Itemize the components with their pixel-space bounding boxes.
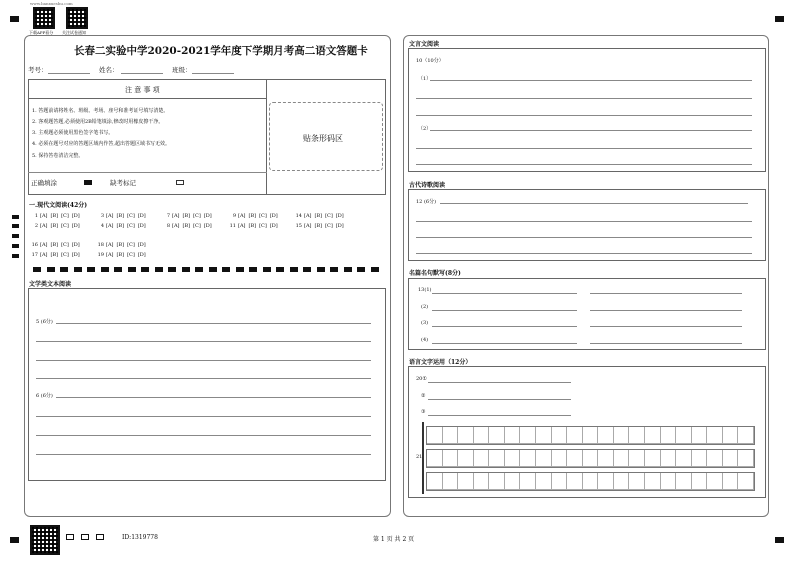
writing-grid-cell[interactable] <box>692 473 708 490</box>
class-label: 班级： <box>172 66 192 74</box>
mc-option-bubble[interactable]: [A] <box>40 242 48 248</box>
mc-option-bubble[interactable]: [B] <box>116 242 125 248</box>
mc-section-title: 一.现代文阅读(42分) <box>29 202 88 209</box>
mc-option-bubble[interactable]: [C] <box>61 223 69 229</box>
mc-option-bubble[interactable]: [C] <box>259 223 267 229</box>
writing-grid-cell[interactable] <box>443 473 459 490</box>
writing-grid-cell[interactable] <box>552 473 568 490</box>
question-13-4-label: (4) <box>421 337 429 343</box>
literary-section-title: 文学类文本阅读 <box>29 281 72 288</box>
literary-answer-box <box>28 288 386 481</box>
writing-grid-cell[interactable] <box>427 427 443 444</box>
writing-grid-cell[interactable] <box>520 427 536 444</box>
mc-question-number: 16 <box>31 242 38 248</box>
qr-caption-app: 下载APP看分 <box>29 30 54 35</box>
mc-option-bubble[interactable]: [A] <box>304 223 312 229</box>
mc-question-11 <box>224 223 281 229</box>
mc-option-bubble[interactable]: [C] <box>127 252 135 258</box>
question-12-label: 12 (6分) <box>416 199 437 205</box>
timing-mark <box>371 267 379 272</box>
qr-code-app <box>33 7 55 29</box>
writing-grid-cell[interactable] <box>583 473 599 490</box>
writing-grid-cell[interactable] <box>474 473 490 490</box>
mc-option-bubble[interactable]: [C] <box>61 242 69 248</box>
timing-mark <box>114 267 122 272</box>
mc-option-bubble[interactable]: [B] <box>116 223 125 229</box>
mc-question-number: 19 <box>97 252 104 258</box>
writing-grid-cell[interactable] <box>738 473 754 490</box>
mc-option-bubble[interactable]: [C] <box>325 213 333 219</box>
writing-grid-cell[interactable] <box>723 427 739 444</box>
question-5-label: 5 (6分) <box>36 319 53 325</box>
writing-grid-cell[interactable] <box>661 450 677 467</box>
answer-line[interactable] <box>430 130 752 131</box>
mc-option-bubble[interactable]: [D] <box>203 223 212 229</box>
mc-question-19 <box>92 252 149 258</box>
timing-mark <box>263 267 271 272</box>
timing-mark <box>74 267 82 272</box>
question-10-label: 10（10分） <box>416 58 444 64</box>
registration-mark-tr <box>775 16 784 22</box>
writing-grid-cell[interactable] <box>427 450 443 467</box>
answer-line[interactable] <box>432 310 577 311</box>
writing-grid-cell[interactable] <box>645 427 661 444</box>
timing-mark <box>60 267 68 272</box>
answer-line[interactable] <box>56 323 371 324</box>
mc-option-bubble[interactable]: [D] <box>71 252 80 258</box>
answer-line[interactable] <box>56 397 371 398</box>
footer-box-icon <box>96 534 104 540</box>
mc-option-bubble[interactable]: [C] <box>193 213 201 219</box>
timing-mark <box>222 267 230 272</box>
answer-line[interactable] <box>432 343 577 344</box>
language-section-title: 语言文字运用（12分） <box>409 359 472 366</box>
answer-line[interactable] <box>416 164 752 165</box>
side-mark <box>12 254 19 258</box>
mc-option-bubble[interactable]: [A] <box>106 242 114 248</box>
writing-grid-cell[interactable] <box>489 450 505 467</box>
mc-option-bubble[interactable]: [C] <box>127 242 135 248</box>
question-20-3-label: ③ <box>421 409 426 415</box>
mc-option-bubble[interactable]: [C] <box>61 252 69 258</box>
writing-grid-cell[interactable] <box>614 450 630 467</box>
answer-line[interactable] <box>428 415 571 416</box>
mc-option-bubble[interactable]: [D] <box>269 213 278 219</box>
mc-question-number: 4 <box>100 223 104 229</box>
writing-grid-cell[interactable] <box>520 450 536 467</box>
mc-option-bubble[interactable]: [C] <box>127 223 135 229</box>
mc-option-bubble[interactable]: [B] <box>182 213 191 219</box>
writing-grid-cell[interactable] <box>443 450 459 467</box>
answer-line[interactable] <box>590 293 742 294</box>
mc-option-bubble[interactable]: [D] <box>203 213 212 219</box>
answer-line[interactable] <box>416 115 752 116</box>
mc-option-bubble[interactable]: [D] <box>71 213 80 219</box>
mc-option-bubble[interactable]: [A] <box>304 213 312 219</box>
mc-question-18 <box>92 242 149 248</box>
writing-grid-cell[interactable] <box>505 473 521 490</box>
mc-question-number: 8 <box>166 223 170 229</box>
mc-question-number: 15 <box>295 223 302 229</box>
writing-grid-cell[interactable] <box>458 450 474 467</box>
watermark-site: www.banxueshu.com <box>30 1 73 6</box>
timing-mark <box>128 267 136 272</box>
fill-label: 正确填涂 <box>31 179 57 187</box>
mc-question-number: 7 <box>166 213 170 219</box>
writing-grid-cell[interactable] <box>567 427 583 444</box>
answer-line[interactable] <box>428 382 571 383</box>
mc-option-bubble[interactable]: [C] <box>61 213 69 219</box>
writing-grid-cell[interactable] <box>645 473 661 490</box>
poetry-answer-box <box>408 189 766 261</box>
writing-grid-cell[interactable] <box>614 473 630 490</box>
name-field[interactable] <box>121 73 163 74</box>
mc-option-bubble[interactable]: [D] <box>71 242 80 248</box>
side-mark <box>12 244 19 248</box>
writing-grid-cell[interactable] <box>723 450 739 467</box>
mc-option-bubble[interactable]: [A] <box>40 252 48 258</box>
mc-option-bubble[interactable]: [B] <box>248 213 257 219</box>
mc-option-bubble[interactable]: [C] <box>259 213 267 219</box>
name-label: 姓名： <box>99 66 119 74</box>
mc-option-bubble[interactable]: [A] <box>238 213 246 219</box>
writing-grid-cell[interactable] <box>692 450 708 467</box>
writing-grid-cell[interactable] <box>458 427 474 444</box>
mc-option-bubble[interactable]: [D] <box>335 213 344 219</box>
question-10-part-2: （2） <box>418 126 432 132</box>
paper-id: ID:1319778 <box>122 534 158 541</box>
answer-line[interactable] <box>416 98 752 99</box>
mc-question-number: 3 <box>100 213 104 219</box>
mc-option-bubble[interactable]: [B] <box>314 223 323 229</box>
question-13-3-label: (3) <box>421 320 429 326</box>
answer-line[interactable] <box>416 237 752 238</box>
answer-line[interactable] <box>36 360 371 361</box>
writing-grid-cell[interactable] <box>520 473 536 490</box>
timing-mark <box>249 267 257 272</box>
mc-question-number: 2 <box>34 223 38 229</box>
mc-question-15 <box>290 223 347 229</box>
writing-grid-cell[interactable] <box>583 427 599 444</box>
question-13-1-label: 13(1) <box>418 287 432 293</box>
notice-item: 1. 答题前请将姓名、班级、考场、座号和准考证号填写清楚。 <box>32 108 169 114</box>
writing-grid-cell[interactable] <box>676 450 692 467</box>
mc-question-number: 11 <box>229 223 236 229</box>
writing-grid-cell[interactable] <box>629 473 645 490</box>
answer-line[interactable] <box>432 326 577 327</box>
timing-mark <box>33 267 41 272</box>
question-21-label: 21 <box>416 454 423 460</box>
writing-grid-cell[interactable] <box>567 450 583 467</box>
writing-grid-cell[interactable] <box>707 427 723 444</box>
answer-line[interactable] <box>432 293 577 294</box>
answer-line[interactable] <box>36 378 371 379</box>
registration-mark-br <box>775 537 784 543</box>
writing-grid-cell[interactable] <box>676 473 692 490</box>
answer-line[interactable] <box>416 221 752 222</box>
writing-grid-cell[interactable] <box>598 427 614 444</box>
writing-grid-cell[interactable] <box>629 427 645 444</box>
absent-label: 缺考标记 <box>110 179 136 187</box>
filled-bubble-icon <box>84 180 92 185</box>
mc-question-8 <box>158 223 215 229</box>
footer-box-icon <box>66 534 74 540</box>
qr-code-follow <box>66 7 88 29</box>
timing-mark <box>87 267 95 272</box>
mc-option-bubble[interactable]: [B] <box>116 213 125 219</box>
mc-question-2 <box>26 223 83 229</box>
writing-grid-cell[interactable] <box>552 450 568 467</box>
exam-no-field[interactable] <box>48 73 90 74</box>
notice-item: 3. 主观题必须使用黑色签字笔书写。 <box>32 130 114 136</box>
answer-line[interactable] <box>428 399 571 400</box>
timing-mark <box>344 267 352 272</box>
question-20-2-label: ② <box>421 393 426 399</box>
mc-option-bubble[interactable]: [D] <box>137 223 146 229</box>
writing-grid-cell[interactable] <box>661 473 677 490</box>
writing-grid-cell[interactable] <box>489 427 505 444</box>
writing-grid-cell[interactable] <box>536 450 552 467</box>
mc-option-bubble[interactable]: [D] <box>71 223 80 229</box>
qr-caption-follow: 关注试卷通知 <box>62 30 86 35</box>
mc-option-bubble[interactable]: [B] <box>50 223 59 229</box>
mc-question-number: 17 <box>31 252 38 258</box>
answer-line[interactable] <box>36 454 371 455</box>
timing-mark <box>182 267 190 272</box>
timing-mark <box>168 267 176 272</box>
mc-question-7 <box>158 213 215 219</box>
writing-grid-cell[interactable] <box>738 427 754 444</box>
mc-question-9 <box>224 213 281 219</box>
writing-grid-cell[interactable] <box>598 450 614 467</box>
answer-line[interactable] <box>416 253 752 254</box>
mc-question-17 <box>26 252 83 258</box>
timing-mark <box>101 267 109 272</box>
notice-item: 5. 保持答卷清洁完整。 <box>32 153 84 159</box>
exam-no-label: 考号： <box>28 66 48 74</box>
writing-grid-row[interactable] <box>426 472 755 491</box>
writing-grid-cell[interactable] <box>661 427 677 444</box>
timing-mark <box>209 267 217 272</box>
writing-grid-cell[interactable] <box>458 473 474 490</box>
writing-grid-cell[interactable] <box>443 427 459 444</box>
mc-option-bubble[interactable]: [C] <box>325 223 333 229</box>
writing-grid-cell[interactable] <box>614 427 630 444</box>
writing-grid-cell[interactable] <box>692 427 708 444</box>
timing-mark <box>276 267 284 272</box>
writing-grid-cell[interactable] <box>474 427 490 444</box>
writing-grid-cell[interactable] <box>552 427 568 444</box>
mc-question-number: 14 <box>295 213 302 219</box>
mc-option-bubble[interactable]: [A] <box>106 252 114 258</box>
writing-grid-row[interactable] <box>426 426 755 445</box>
answer-line[interactable] <box>36 341 371 342</box>
mc-question-14 <box>290 213 347 219</box>
notice-divider <box>266 79 267 195</box>
classical-answer-box <box>408 48 766 172</box>
mc-question-4 <box>92 223 149 229</box>
mc-option-bubble[interactable]: [B] <box>50 213 59 219</box>
answer-line[interactable] <box>440 203 748 204</box>
mc-option-bubble[interactable]: [D] <box>335 223 344 229</box>
question-10-part-1: （1） <box>418 76 432 82</box>
footer-box-icon <box>81 534 89 540</box>
writing-grid-rule <box>422 422 424 494</box>
writing-grid-cell[interactable] <box>676 427 692 444</box>
class-field[interactable] <box>192 73 234 74</box>
mc-question-3 <box>92 213 149 219</box>
writing-grid-cell[interactable] <box>474 450 490 467</box>
mc-option-bubble[interactable]: [B] <box>314 213 323 219</box>
writing-grid-cell[interactable] <box>505 427 521 444</box>
mc-option-bubble[interactable]: [B] <box>248 223 257 229</box>
registration-mark-tl <box>10 16 19 22</box>
classical-section-title: 文言文阅读 <box>409 41 440 48</box>
timing-mark <box>357 267 365 272</box>
answer-line[interactable] <box>590 310 742 311</box>
recite-answer-box <box>408 278 766 350</box>
mc-option-bubble[interactable]: [A] <box>40 213 48 219</box>
writing-grid-cell[interactable] <box>598 473 614 490</box>
side-mark <box>12 224 19 228</box>
side-mark <box>12 234 19 238</box>
mc-question-number: 1 <box>34 213 38 219</box>
answer-line[interactable] <box>430 80 752 81</box>
mc-option-bubble[interactable]: [A] <box>172 213 180 219</box>
poetry-section-title: 古代诗歌阅读 <box>409 182 446 189</box>
absent-checkbox[interactable] <box>176 180 184 185</box>
writing-grid-cell[interactable] <box>536 427 552 444</box>
timing-mark <box>141 267 149 272</box>
writing-grid-cell[interactable] <box>629 450 645 467</box>
mc-option-bubble[interactable]: [D] <box>269 223 278 229</box>
timing-mark <box>155 267 163 272</box>
mc-question-16 <box>26 242 83 248</box>
answer-line[interactable] <box>590 343 742 344</box>
timing-mark <box>195 267 203 272</box>
mc-option-bubble[interactable]: [D] <box>137 242 146 248</box>
timing-track <box>33 267 383 273</box>
mc-option-bubble[interactable]: [C] <box>193 223 201 229</box>
fill-divider <box>28 172 267 173</box>
mc-option-bubble[interactable]: [A] <box>40 223 48 229</box>
notice-item: 4. 必须在题号对应的答题区域内作答,超出答题区域书写无效。 <box>32 141 170 147</box>
writing-grid-cell[interactable] <box>583 450 599 467</box>
writing-grid-row[interactable] <box>426 449 755 468</box>
mc-option-bubble[interactable]: [B] <box>50 242 59 248</box>
question-6-label: 6 (6分) <box>36 393 53 399</box>
mc-option-bubble[interactable]: [B] <box>116 252 125 258</box>
question-20-1-label: 20① <box>416 376 427 382</box>
writing-grid-cell[interactable] <box>567 473 583 490</box>
writing-grid-cell[interactable] <box>738 450 754 467</box>
writing-grid-cell[interactable] <box>723 473 739 490</box>
mc-option-bubble[interactable]: [B] <box>50 252 59 258</box>
timing-mark <box>47 267 55 272</box>
mc-question-number: 18 <box>97 242 104 248</box>
notice-item: 2. 客观题答题,必须使用2B铅笔填涂,修改时用橡皮擦干净。 <box>32 119 164 125</box>
mc-question-1 <box>26 213 83 219</box>
writing-grid-cell[interactable] <box>707 450 723 467</box>
timing-mark <box>303 267 311 272</box>
mc-option-bubble[interactable]: [C] <box>127 213 135 219</box>
mc-option-bubble[interactable]: [D] <box>137 213 146 219</box>
timing-mark <box>330 267 338 272</box>
mc-option-bubble[interactable]: [D] <box>137 252 146 258</box>
side-mark <box>12 215 19 219</box>
page-title: 长春二实验中学2020-2021学年度下学期月考高二语文答题卡 <box>74 45 368 57</box>
question-13-2-label: (2) <box>421 304 429 310</box>
writing-grid-cell[interactable] <box>505 450 521 467</box>
barcode-label: 贴条形码区 <box>303 134 343 143</box>
qr-code-footer <box>30 525 60 555</box>
timing-mark <box>236 267 244 272</box>
registration-mark-bl <box>10 537 19 543</box>
recite-section-title: 名篇名句默写(8分) <box>409 270 461 277</box>
writing-grid-cell[interactable] <box>707 473 723 490</box>
writing-grid-cell[interactable] <box>536 473 552 490</box>
answer-line[interactable] <box>416 148 752 149</box>
writing-grid-cell[interactable] <box>645 450 661 467</box>
timing-mark <box>317 267 325 272</box>
answer-line[interactable] <box>36 435 371 436</box>
writing-grid-cell[interactable] <box>489 473 505 490</box>
mc-option-bubble[interactable]: [A] <box>172 223 180 229</box>
answer-line[interactable] <box>36 416 371 417</box>
notice-title: 注 意 事 项 <box>125 86 160 94</box>
mc-question-number: 9 <box>232 213 236 219</box>
writing-grid-cell[interactable] <box>427 473 443 490</box>
page-indicator: 第 1 页 共 2 页 <box>373 536 415 543</box>
timing-mark <box>290 267 298 272</box>
mc-option-bubble[interactable]: [B] <box>182 223 191 229</box>
mc-option-bubble[interactable]: [A] <box>238 223 246 229</box>
mc-option-bubble[interactable]: [A] <box>106 223 114 229</box>
mc-option-bubble[interactable]: [A] <box>106 213 114 219</box>
answer-line[interactable] <box>590 326 742 327</box>
